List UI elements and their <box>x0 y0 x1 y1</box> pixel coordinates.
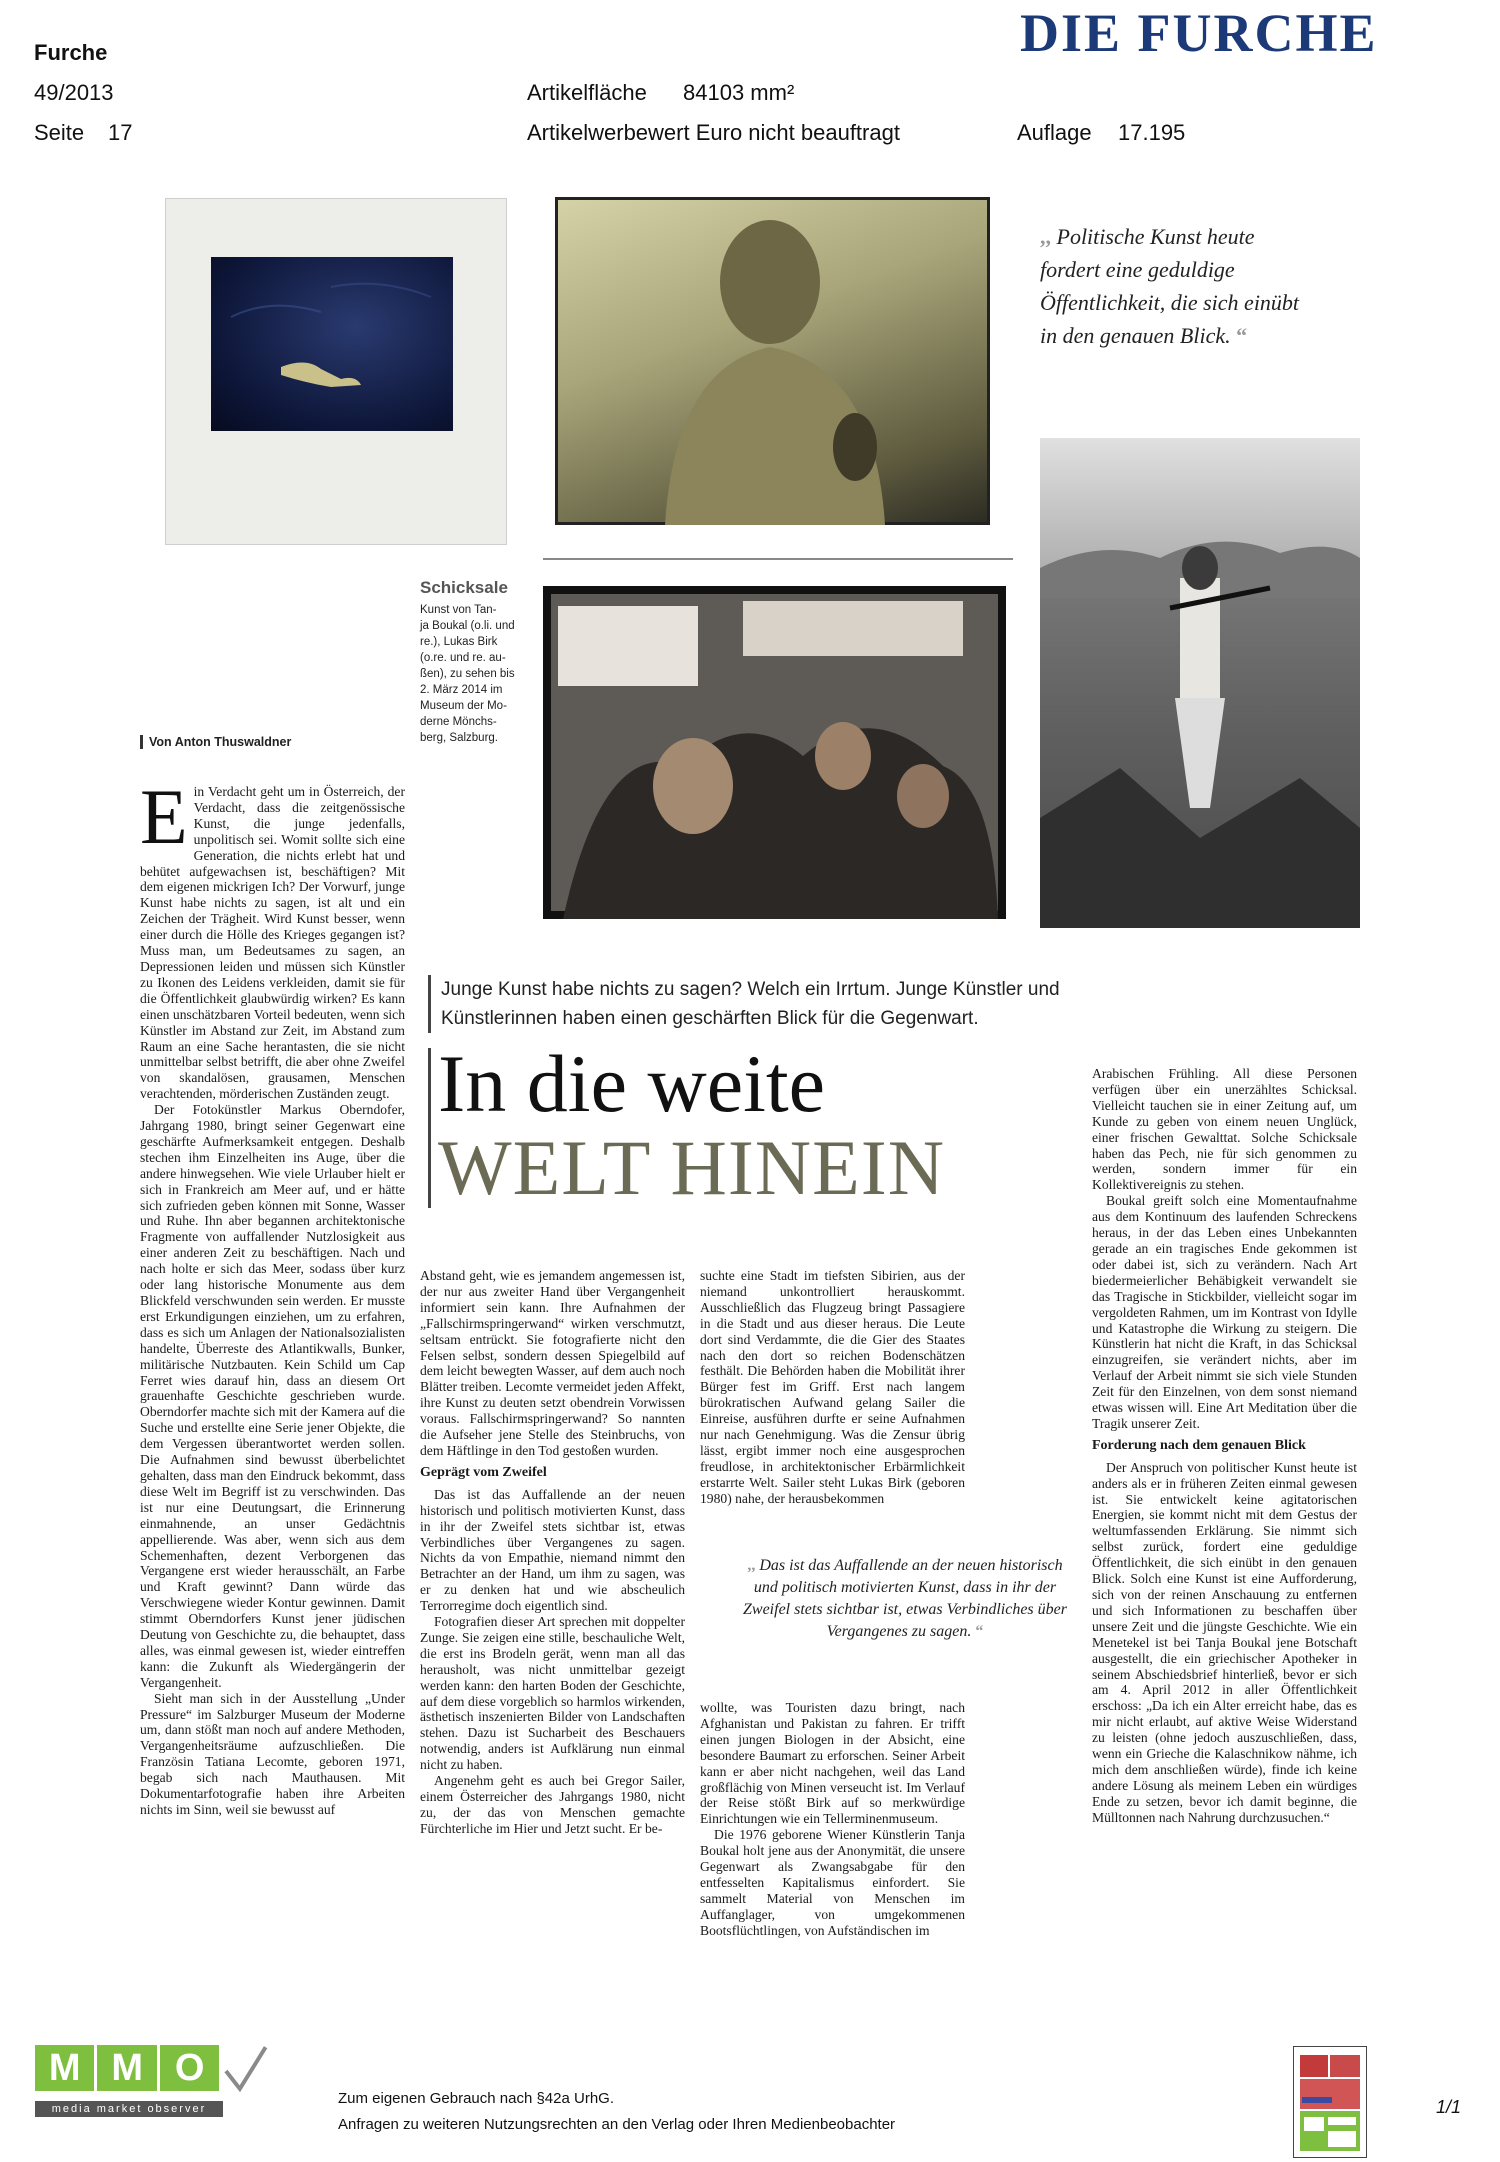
col3-para-2: wollte, was Touristen dazu bringt, nach Afghanistan und Pakistan zu fahren. Er trifft einen jungen Biologen in der Absicht, eine besondere Baumart zu erforschen. Seiner Arbeit kann er aber nicht nachgehen, weil das Land großflächig von Minen verseucht ist. Im Verlauf der Reise stößt Birk auf so merkwürdige Einrichtungen wie ein Tellerminenmuseum. <box>700 1700 965 1827</box>
die-furche-logo: DIE FURCHE <box>1020 3 1378 63</box>
headline-line-2: WELT HINEIN <box>438 1124 946 1211</box>
photo-young-man <box>555 197 990 525</box>
area-label: Artikelfläche <box>527 80 647 105</box>
col1-para-3: Sieht man sich in der Ausstellung „Under Pressure“ im Salzburger Museum der Moderne um, dann stößt man noch auf andere Methoden, Vergangenheitsräume aufzuschließen. Die Französin Tatiana Lecomte, geboren 1971, begab sich nach Mauthausen. Mit Dokumentarfotografie haben ihre Arbeiten nichts im Sinn, weil sie bewusst auf <box>140 1690 405 1817</box>
pull-quote-mid <box>740 1555 1070 1643</box>
opening-quote-icon: ,, <box>1040 224 1051 249</box>
column-2 <box>420 1268 685 1837</box>
col2-para-2: Das ist das Auffallende an der neuen historisch und politisch motivierten Kunst, dass in ihr der Zweifel stets sichtbar ist, etwas Verbindliches über Vergangenes zu sagen. Nichts da von Empathie, niemand nimmt den Betrachter an der Hand, um ihm zu sagen, was er zu denken hat und wie abscheulich Terrorregime doch eigentlich sind. <box>420 1486 685 1614</box>
caption-text: Kunst von Tan- ja Boukal (o.li. und re.), Lukas Birk (o.re. und re. au- ßen), zu sehen bis 2. März 2014 im Museum der Mo- derne Mönchs- berg, Salzburg. <box>420 604 515 744</box>
mmo-logo-m1: M <box>35 2045 94 2091</box>
page-number: 17 <box>108 120 133 145</box>
page-count: 1/1 <box>1436 2097 1462 2117</box>
column-3-top <box>700 1268 965 1507</box>
col4-subhead: Forderung nach dem genauen Blick <box>1092 1437 1306 1453</box>
opening-quote-icon-2: ,, <box>747 1557 756 1574</box>
pull-quote-top-text: Politische Kunst heute fordert eine geduldige Öffentlichkeit, die sich einübt in den genauen Blick. <box>1040 224 1300 348</box>
mmo-tagline: media market observer <box>35 2101 223 2117</box>
checkmark-icon <box>222 2045 270 2097</box>
area-value: 84103 mm² <box>683 80 795 105</box>
column-4 <box>1092 1066 1357 1826</box>
col2-para-4: Angenehm geht es auch bei Gregor Sailer, einem Österreicher des Jahrgangs 1980, nicht zu, der das von Menschen gemachte Fürchterliche im Hier und Jetzt sucht. Er be- <box>420 1773 685 1836</box>
photo-drowning-figure <box>211 257 453 431</box>
mmo-logo-m2: M <box>97 2045 156 2091</box>
publication-name: Furche <box>34 40 108 65</box>
col1-para-1: in Verdacht geht um in Österreich, der Verdacht, dass die zeitgenössische Kunst, die junge jedenfalls, unpolitisch sei. Womit sollte sich eine Generation, die nichts erlebt hat und behütet aufgewachsen ist, beschäftigen? Mit dem eigenen mickrigen Ich? Der Vorwurf, junge Kunst habe nichts zu sagen, ist alt und ein Zeichen der Trägheit. Wird Kunst besser, wenn einer durch die Hölle des Krieges gegangen ist? Muss man, um Bedeutsames zu sagen, an Depressionen leiden und müssen sich Künstler zu Ikonen des Leidens verkleiden, damit sie für die Öffentlichkeit glaubwürdig wirken? Es kann einen unschätzbaren Vorteil bedeuten, wenn sich Künstler im Abstand zur Zeit, im Abstand zum Raum an eine Sache herantasten, die sie nicht unmittelbar selbst betrifft, die aber ohne Zweifel von skandalösen, grausamen, Menschen verachtenden, mörderischen Zuständen zeugt. <box>140 784 405 1102</box>
pull-quote-mid-text: Das ist das Auffallende an der neuen historisch und politisch motivierten Kunst, dass in ihr der Zweifel stets sichtbar ist, etwas Verbindliches über Vergangenes zu sagen. <box>743 1557 1067 1640</box>
portrait-silhouette-icon <box>555 197 990 525</box>
floating-figure-icon <box>211 257 453 431</box>
col1-para-2: Der Fotokünstler Markus Oberndofer, Jahrgang 1980, bringt seiner Gegenwart eine geschärfte Aufmerksamkeit entgegen. Deshalb stechen ihm Einzelheiten ins Auge, über die andere hinwegsehen. Wie viele Urlauber hielt er sich in Frankreich am Meer auf, und er hätte sich zufrieden geben können mit Sonne, Wasser und Ruhe. Ihn aber begannen architektonische Fragmente von auffallender Nutzlosigkeit aus einer anderen Zeit zu beschäftigen. Nach und nach holte er sich das Meer, sodass über kurz oder lang historische Monumente aus dem Blickfeld verschwunden sein werden. Er musste erst Erkundigungen einziehen, um zu erfahren, dass es sich um Anlagen der Nationalsozialisten handelte, Überreste des Atlantikwalls, Bunker, militärische Nutzbauten. Kein Schild um Cap Ferret wies darauf hin, dass an diesem Ort grauenhafte Geschichte geschrieben wurde. Oberndorfer machte sich mit der Kamera auf die Suche und erstellte eine Serie jener Objekte, die dem Vergessen überantwortet werden sollen. Die Aufnahmen sind bewusst überbelichtet gehalten, dass man den Eindruck bekommt, dass diese Welt im Begriff ist zu verschwinden. Das ist nur eine Deutungsart, die Erinnerung einmahnende, an unser Gedächtnis appellierende. Was aber, wenn sich aus dem Schemenhaften, dezent Verborgenen das Vergangene erst wieder herausschält, an Farbe und Kraft gewinnt? Dann würde das Verschwiegene wieder Kontur gewinnen. Damit stimmt Oberndorfers Kunst jener jüdischen Deutung von Geschichte zu, die behauptet, dass alles, was einmal gewesen ist, wieder eintreffen kann: die Zukunft als Wiedergängerin der Vergangenheit. <box>140 1102 405 1690</box>
circulation-value: 17.195 <box>1118 120 1186 145</box>
column-1 <box>140 773 405 1818</box>
col2-subhead: Geprägt vom Zweifel <box>420 1464 547 1480</box>
page-thumbnail-icon <box>1294 2047 1366 2157</box>
mmo-logo <box>35 2045 270 2125</box>
pull-quote-top <box>1040 220 1320 352</box>
ad-value: Artikelwerbewert Euro nicht beauftragt <box>527 120 900 145</box>
col2-para-3: Fotografien dieser Art sprechen mit doppelter Zunge. Sie zeigen eine stille, beschauliche Welt, die erst ins Brodeln gerät, wenn man all das herausholt, was nicht unmittelbar gezeigt werden kann: den harten Boden der Geschichte, auf dem diese vorgeblich so harmlos wirkenden, ästhetisch inszenierten Bilder von Landschaften stehen. Dazu ist Sucharbeit des Beschauers notwendig, anders ist Aufklärung nun einmal nicht zu haben. <box>420 1614 685 1773</box>
mmo-logo-o: O <box>160 2045 219 2091</box>
issue-number: 49/2013 <box>34 80 114 105</box>
col4-para-2: Boukal greift solch eine Momentaufnahme aus dem Kontinuum des laufenden Schreckens heraus, in der das Leben eines Unbekannten gerade an ein tragisches Ende gekommen ist oder dabei ist, sich zu verändern. Nach Art biedermeierlicher Behäbigkeit verwandelt sie das Tragische in Stickbilder, vielleicht sogar im vergoldeten Rahmen, um im Kontrast von Idylle und Katastrophe die Wirkung zu steigern. Die Künstlerin hat nicht die Kraft, in das Schicksal einzugreifen, sie verändert nichts, aber im Verlauf der Arbeit nimmt sie sich viele Stunden Zeit für den Einzelnen, von dem sonst niemand etwas wissen will. Eine Art Meditation über die Tragik unserer Zeit. <box>1092 1193 1357 1431</box>
column-3-bottom <box>700 1700 965 1939</box>
protest-crowd-icon <box>543 586 1006 919</box>
caption-title: Schicksale <box>420 578 508 597</box>
headline-rule <box>428 1048 431 1208</box>
footer-line-2: Anfragen zu weiteren Nutzungsrechten an den Verlag oder Ihren Medienbeobachter <box>338 2116 896 2133</box>
divider-line <box>543 558 1013 560</box>
col3-para-3: Die 1976 geborene Wiener Künstlerin Tanja Boukal holt jene aus der Anonymität, die unsere Gegenwart als Zwangsabgabe für den entfesselten Kapitalismus einfordert. Sie sammelt Material von Menschen im Auffanglager, von umgekommenen Bootsflüchtlingen, von Aufständischen im <box>700 1827 965 1938</box>
closing-quote-icon: “ <box>1236 323 1248 348</box>
page-thumbnail[interactable] <box>1293 2046 1367 2158</box>
photo-protest <box>543 586 1006 919</box>
footer-line-1: Zum eigenen Gebrauch nach §42a UrhG. <box>338 2090 614 2107</box>
kicker: Junge Kunst habe nichts zu sagen? Welch ein Irrtum. Junge Künstler und Künstlerinnen haben einen geschärften Blick für die Gegenwart. <box>428 975 1061 1033</box>
caption-block <box>420 578 540 746</box>
author-line: Von Anton Thuswaldner <box>140 735 291 749</box>
col4-para-1: Arabischen Frühling. All diese Personen verfügen über ein unerzähltes Schicksal. Vielleicht tauchen sie in einer Zeitung auf, um Kunde zu geben von einem neuen Unglück, einer frischen Gewalttat. Solche Schicksale haben das Pech, nie für sich genommen zu werden, sondern immer für ein Kollektivereignis zu stehen. <box>1092 1066 1357 1193</box>
photo-armed-man <box>1040 438 1360 928</box>
col2-para-1: Abstand geht, wie es jemandem angemessen ist, der nur aus zweiter Hand über Vergangenheit informiert sein kann. Ihre Aufnahmen der „Fallschirmspringerwand“ wirken verschmutzt, seltsam entrückt. Sie fotografierte nicht den Felsen selbst, sondern dessen Spiegelbild auf dem leicht bewegten Wasser, auf dem auch noch Blätter treiben. Lecomte vermeidet jeden Affekt, ihre Kunst zu deuten setzt obendrein Vorwissen voraus. Fallschirmspringerwand? So nannten die Aufseher jene Stelle des Steinbruchs, von dem Häftlinge in den Tod gestoßen wurden. <box>420 1268 685 1458</box>
circulation-label: Auflage <box>1017 120 1092 145</box>
page-label: Seite <box>34 120 85 145</box>
closing-quote-icon-2: “ <box>975 1623 984 1640</box>
headline-line-1: In die weite <box>438 1038 826 1129</box>
col3-para-1: suchte eine Stadt im tiefsten Sibirien, aus der niemand unkontrolliert herauskommt. Ausschließlich das Flugzeug bringt Passagiere in die Stadt und aus dieser heraus. Die Leute dort sind Verdammte, die die Gier des Staates nach den dort so reichen Bodenschätzen festhält. Die Behörden haben die Mobilität ihrer Bürger fest im Griff. Erst nach langem bürokratischen Aufwand gelang Sailer die Einreise, ausführen durfte er seine Aufnahmen nur nach Genehmigung. Was die Zensur übrig lässt, ergibt immer noch eine ausgesprochen freudlose, in architektonischer Erbärmlichkeit erstarrte Welt. Sailer steht Lukas Birk (geboren 1980) nahe, der herausbekommen <box>700 1268 965 1506</box>
col4-para-3: Der Anspruch von politischer Kunst heute ist anders als er in früheren Zeiten einmal gewesen ist. Sie entwickelt keine agitatorischen Energien, sie kommt nicht mit dem Gestus der weltumfassenden Erklärung. Sie nimmt sich selbst zurück, fordert eine geduldige Öffentlichkeit, die sich einübt in den genauen Blick. Solch eine Kunst ist eine Aufforderung, sich von der reinen Anschauung zu entfernen und sich Informationen zu beschaffen über unsere Zeit und die jüngste Geschichte. Wie ein Menetekel ist bei Tanja Boukal jene Botschaft ausgestellt, die ein griechischer Apotheker in seinem Abschiedsbrief hinterließ, bevor er sich am 4. April 2012 in aller Öffentlichkeit erschoss: „Da ich ein Alter erreicht habe, das es mir nicht erlaubt, auf aktive Weise Widerstand zu leisten (ohne jedoch auszuschließen, dass, wenn ein Grieche die Kalaschnikow nähme, ich mich dem anschließen würde), finde ich keine andere Lösung als meinem Leben ein würdiges Ende zu setzen, bevor ich damit beginne, die Mülltonnen nach Nahrung durchzusuchen.“ <box>1092 1459 1357 1825</box>
dropcap: E <box>140 773 188 860</box>
armed-man-silhouette-icon <box>1040 438 1360 928</box>
photo-drowning-figure-frame <box>165 198 507 545</box>
